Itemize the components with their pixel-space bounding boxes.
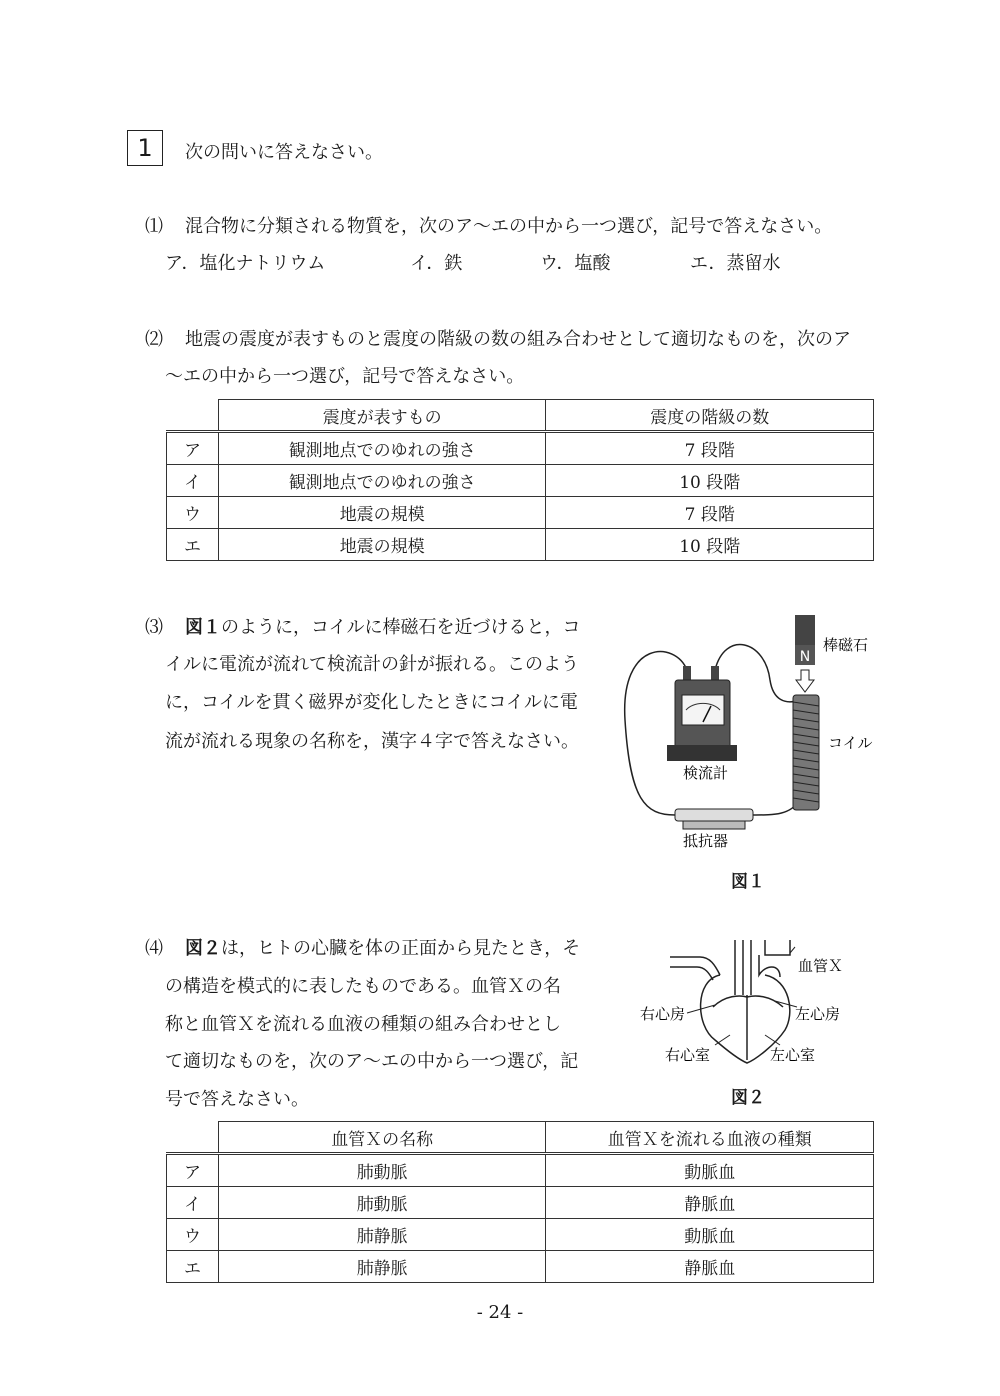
table-header-cell: 震度の階級の数	[546, 400, 874, 432]
q1-option-a: ア．塩化ナトリウム	[165, 253, 326, 274]
section-number-box	[127, 130, 163, 166]
table-cell: 肺静脈	[218, 1251, 546, 1283]
q4-text-line3: 称と血管Ｘを流れる血液の種類の組み合わせとし	[165, 1014, 561, 1035]
heart-outline	[670, 940, 790, 1063]
table-cell: 動脈血	[546, 1219, 874, 1251]
q4-text-line1	[145, 934, 580, 960]
table-cell: 7 段階	[546, 432, 874, 465]
table-row	[167, 1154, 874, 1187]
table-cell: 7 段階	[546, 497, 874, 529]
table-header-cell: 血管Ｘを流れる血液の種類	[546, 1122, 874, 1154]
coil-label: コイル	[828, 734, 873, 752]
row-key: エ	[167, 1251, 219, 1283]
q1-option-d: エ．蒸留水	[690, 253, 781, 274]
left-atrium-label: 左心房	[795, 1005, 841, 1023]
q3-text-line4: 流が流れる現象の名称を，漢字４字で答えなさい。	[165, 731, 579, 752]
q2-text-line2: ～エの中から一つ選び，記号で答えなさい。	[165, 366, 525, 387]
q3-number: ⑶	[145, 617, 163, 638]
table-cell: 動脈血	[546, 1154, 874, 1187]
table-cell: 観測地点でのゆれの強さ	[218, 432, 546, 465]
magnet-pole-label: N	[799, 649, 811, 665]
section-instruction: 次の問いに答えなさい。	[185, 142, 383, 163]
q1-number: ⑴	[145, 216, 163, 237]
q3-text-line3: に，コイルを貫く磁界が変化したときにコイルに電	[165, 692, 578, 713]
table-cell: 観測地点でのゆれの強さ	[218, 465, 546, 497]
figure1-caption: 図１	[731, 872, 765, 892]
q4-text-line5: 号で答えなさい。	[165, 1089, 309, 1110]
table-header-cell: 震度が表すもの	[218, 400, 546, 432]
vessel-x-label: 血管Ｘ	[798, 957, 844, 975]
q1-text-line	[145, 212, 832, 238]
q3-text-line2: イルに電流が流れて検流計の針が振れる。このよう	[165, 654, 579, 675]
row-key: ウ	[167, 497, 219, 529]
row-key: エ	[167, 529, 219, 561]
leader-right-ventricle	[715, 1035, 730, 1045]
table-corner	[167, 400, 219, 432]
table-cell: 肺動脈	[218, 1154, 546, 1187]
table-row	[167, 1219, 874, 1251]
q2-number: ⑵	[145, 329, 163, 350]
row-key: イ	[167, 465, 219, 497]
q3-text-line1	[145, 613, 580, 639]
q4-text-line2: の構造を模式的に表したものである。血管Ｘの名	[165, 976, 561, 997]
q3-text1: のように，コイルに棒磁石を近づけると，コ	[221, 617, 581, 638]
q2-text-line1	[145, 325, 851, 351]
table-cell: 10 段階	[546, 465, 874, 497]
table-cell: 肺動脈	[218, 1187, 546, 1219]
table-cell: 肺静脈	[218, 1219, 546, 1251]
table-cell: 静脈血	[546, 1187, 874, 1219]
table-cell: 地震の規模	[218, 497, 546, 529]
q4-number: ⑷	[145, 938, 163, 959]
row-key: ア	[167, 432, 219, 465]
table-row	[167, 1187, 874, 1219]
table-corner	[167, 1122, 219, 1154]
q4-text1: は，ヒトの心臓を体の正面から見たとき，そ	[221, 938, 581, 959]
q4-text-line4: て適切なものを，次のア～エの中から一つ選び，記	[165, 1051, 579, 1072]
q3-figure-ref: 図１	[185, 617, 221, 638]
q1-option-c: ウ．塩酸	[540, 253, 611, 274]
row-key: ウ	[167, 1219, 219, 1251]
table-cell: 10 段階	[546, 529, 874, 561]
resistor-label: 抵抗器	[683, 832, 729, 850]
resistor-base	[683, 821, 745, 829]
table-header-row	[167, 1122, 874, 1154]
row-key: ア	[167, 1154, 219, 1187]
table-row	[167, 529, 874, 561]
table-row	[167, 1251, 874, 1283]
figure2-caption: 図２	[731, 1088, 765, 1108]
q1-option-b: イ．鉄	[410, 253, 463, 274]
q1-text: 混合物に分類される物質を，次のア～エの中から一つ選び，記号で答えなさい。	[185, 216, 833, 237]
table-row	[167, 465, 874, 497]
table-cell: 静脈血	[546, 1251, 874, 1283]
row-key: イ	[167, 1187, 219, 1219]
table-row	[167, 497, 874, 529]
right-atrium-label: 右心房	[640, 1005, 686, 1023]
q4-figure-ref: 図２	[185, 938, 221, 959]
table-header-cell: 血管Ｘの名称	[218, 1122, 546, 1154]
galvanometer-label: 検流計	[683, 764, 729, 782]
q2-table	[166, 399, 874, 561]
right-ventricle-label: 右心室	[665, 1046, 711, 1064]
resistor	[675, 809, 753, 821]
section-number: 1	[137, 134, 153, 162]
table-row	[167, 432, 874, 465]
magnet-label: 棒磁石	[823, 636, 869, 654]
page-number: - 24 -	[476, 1302, 524, 1323]
table-header-row	[167, 400, 874, 432]
table-cell: 地震の規模	[218, 529, 546, 561]
figure1-circuit	[615, 610, 895, 850]
q2-text1: 地震の震度が表すものと震度の階級の数の組み合わせとして適切なものを，次のア	[185, 329, 851, 350]
q4-table	[166, 1121, 874, 1283]
figure2-heart	[635, 935, 865, 1075]
left-ventricle-label: 左心室	[770, 1046, 816, 1064]
down-arrow-icon	[796, 670, 814, 692]
galvanometer-base	[667, 745, 737, 761]
